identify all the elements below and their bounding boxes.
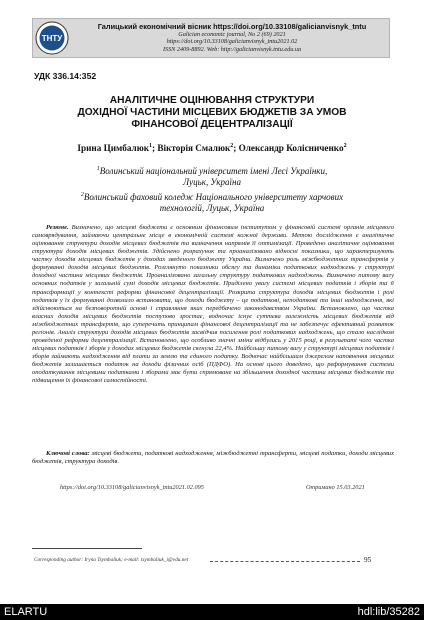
- journal-name: Галицький економічний вісник https://doi.org/10.33108/galicianvisnyk_tntu: [97, 22, 367, 31]
- author-separator: ;: [152, 143, 158, 153]
- keywords: [32, 450, 394, 466]
- issn-web[interactable]: ISSN 2409-8892. Web: http://galicianvisnyk.tntu.edu.ua: [162, 45, 302, 53]
- title-line: ДОХІДНОЇ ЧАСТИНИ МІСЦЕВИХ БЮДЖЕТІВ ЗА УМОВ: [77, 107, 347, 118]
- received-date: Отримано 15.03.2021: [306, 484, 365, 491]
- affil-line: Волинський фаховий коледж Національного університету харчових: [83, 192, 344, 202]
- handle-id[interactable]: hdl:lib/35282: [357, 606, 420, 618]
- affil-line: Луцьк, Україна: [183, 177, 241, 188]
- journal-header: [32, 18, 390, 58]
- university-logo: [35, 21, 69, 55]
- logo-text: ТНТУ: [41, 34, 63, 43]
- author-affil-mark: 2: [230, 142, 234, 149]
- page-number: 95: [364, 556, 372, 564]
- author-affil-mark: 1: [149, 142, 153, 149]
- title-line: АНАЛІТИЧНЕ ОЦІНЮВАННЯ СТРУКТУРИ: [109, 95, 315, 106]
- abstract-text: Визначено, що місцеві бюджети є основним фінансовим інститутом у фінансовій системі органів місцевого самоврядування, займаючи центральне місце в економічній системі кожної держави. Метою дослідження є аналітичне оцінювання структури доходів місцевих бюджетів та визначення напрямів її оптимізації. Проведено аналітичне оцінювання структури доходів місцевих бюджетів. Здійснено розрахунок та проаналізовано відносні показники, що характеризують частку доходів місцевих бюджетів у доходах зведеного бюджету України. Визначено роль міжбюджетних трансфертів у формуванні доходів місцевих бюджетів. Розглянуто показники обсягу та динаміки податкових надходжень у структурі доходної частини місцевих бюджетів. Проаналізовано загальну структуру податкових надходжень. Визначено питому вагу основних податків у загальній сумі доходів місцевих бюджетів. Приділено увагу системі місцевих податків і зборів та її трансформації у контексті реформи фінансової децентралізації. Розкрита структура доходів місцевих бюджетів і ролі податків у їх формуванні дозволило встановити, що доходи бюджету – це податкові, неподаткові та інші надходження, які здійснюються на безповоротній основі і справляння яких передбачено законодавством України. Встановлено, що частка власних доходів місцевих бюджетів поступово зростає, водночас існує суттєва залежність місцевих бюджетів від міжбюджетних трансфертів, що суперечить принципам фінансової децентралізації та не забезпечує ефективний розвиток регіонів. Аналіз структури доходів місцевих бюджетів засвідчив посилення ролі податкових надходжень, що стало наслідком проведеної реформи децентралізації. Встановлено, що особливо значні зміни відбулись у 2015 році, в результаті чого частка місцевих податків і зборів у доходах місцевих бюджетів сягнула 22,4%. Найбільшу питому вагу у структурі місцевих податків і зборів займають надходження від плати за землю та єдиного податку. Водночас найбільшим джерелом наповнення місцевих бюджетів залишається податок на доходи фізичних осіб (ПДФО). На основі цього доведено, що реформування системи оподаткування місцевими податками і зборами має бути спрямоване на збільшення доходної частини місцевих бюджетів та підвищення їх фінансової самостійності.: [32, 224, 394, 385]
- author-name: Ірина Цимбалюк: [77, 143, 150, 153]
- title-line: ФІНАНСОВОЇ ДЕЦЕНТРАЛІЗАЦІЇ: [131, 119, 293, 130]
- issue-doi[interactable]: https://doi.org/10.33108/galicianvisnyk_tntu2021.02: [166, 38, 298, 46]
- author-name: Вікторія Смалюк: [157, 143, 231, 153]
- affil-line: технологій, Луцьк, Україна: [159, 203, 265, 214]
- footnote-rule: [32, 548, 142, 549]
- affil-mark: 1: [96, 166, 100, 172]
- article-doi[interactable]: https://doi.org/10.33108/galicianvisnyk_tntu2021.02.095: [60, 484, 204, 491]
- udc-code: УДК 336.14:352: [34, 71, 97, 81]
- repository-name[interactable]: ELARTU: [4, 606, 48, 618]
- page-number-rule: [210, 561, 360, 562]
- corresponding-author: Corresponding author: Iryna Tsymbaliuk; e-mail: tsymbaliuk_i@vdu.net: [34, 557, 189, 563]
- keywords-text: місцеві бюджети, податкові надходження, міжбюджетні трансферти, місцеві податки, доходи місцевих бюджетів, структура доходів.: [32, 450, 394, 465]
- author-list: [30, 143, 394, 153]
- abstract: [32, 224, 394, 385]
- abstract-label: Резюме.: [46, 224, 69, 231]
- repository-bar: [0, 604, 424, 620]
- affiliation-1: [50, 166, 374, 188]
- affil-mark: 2: [80, 192, 84, 198]
- affil-line: Волинський національний університет імені Лесі Українки,: [99, 166, 328, 176]
- author-affil-mark: 2: [343, 142, 347, 149]
- author-separator: ;: [233, 143, 239, 153]
- article-title: [40, 95, 384, 131]
- keywords-label: Ключові слова:: [46, 450, 90, 457]
- journal-issue: Galician economic journal, No 2 (69) 2021: [178, 31, 286, 38]
- affiliation-2: [50, 192, 374, 214]
- author-name: Олександр Колісниченко: [238, 143, 344, 153]
